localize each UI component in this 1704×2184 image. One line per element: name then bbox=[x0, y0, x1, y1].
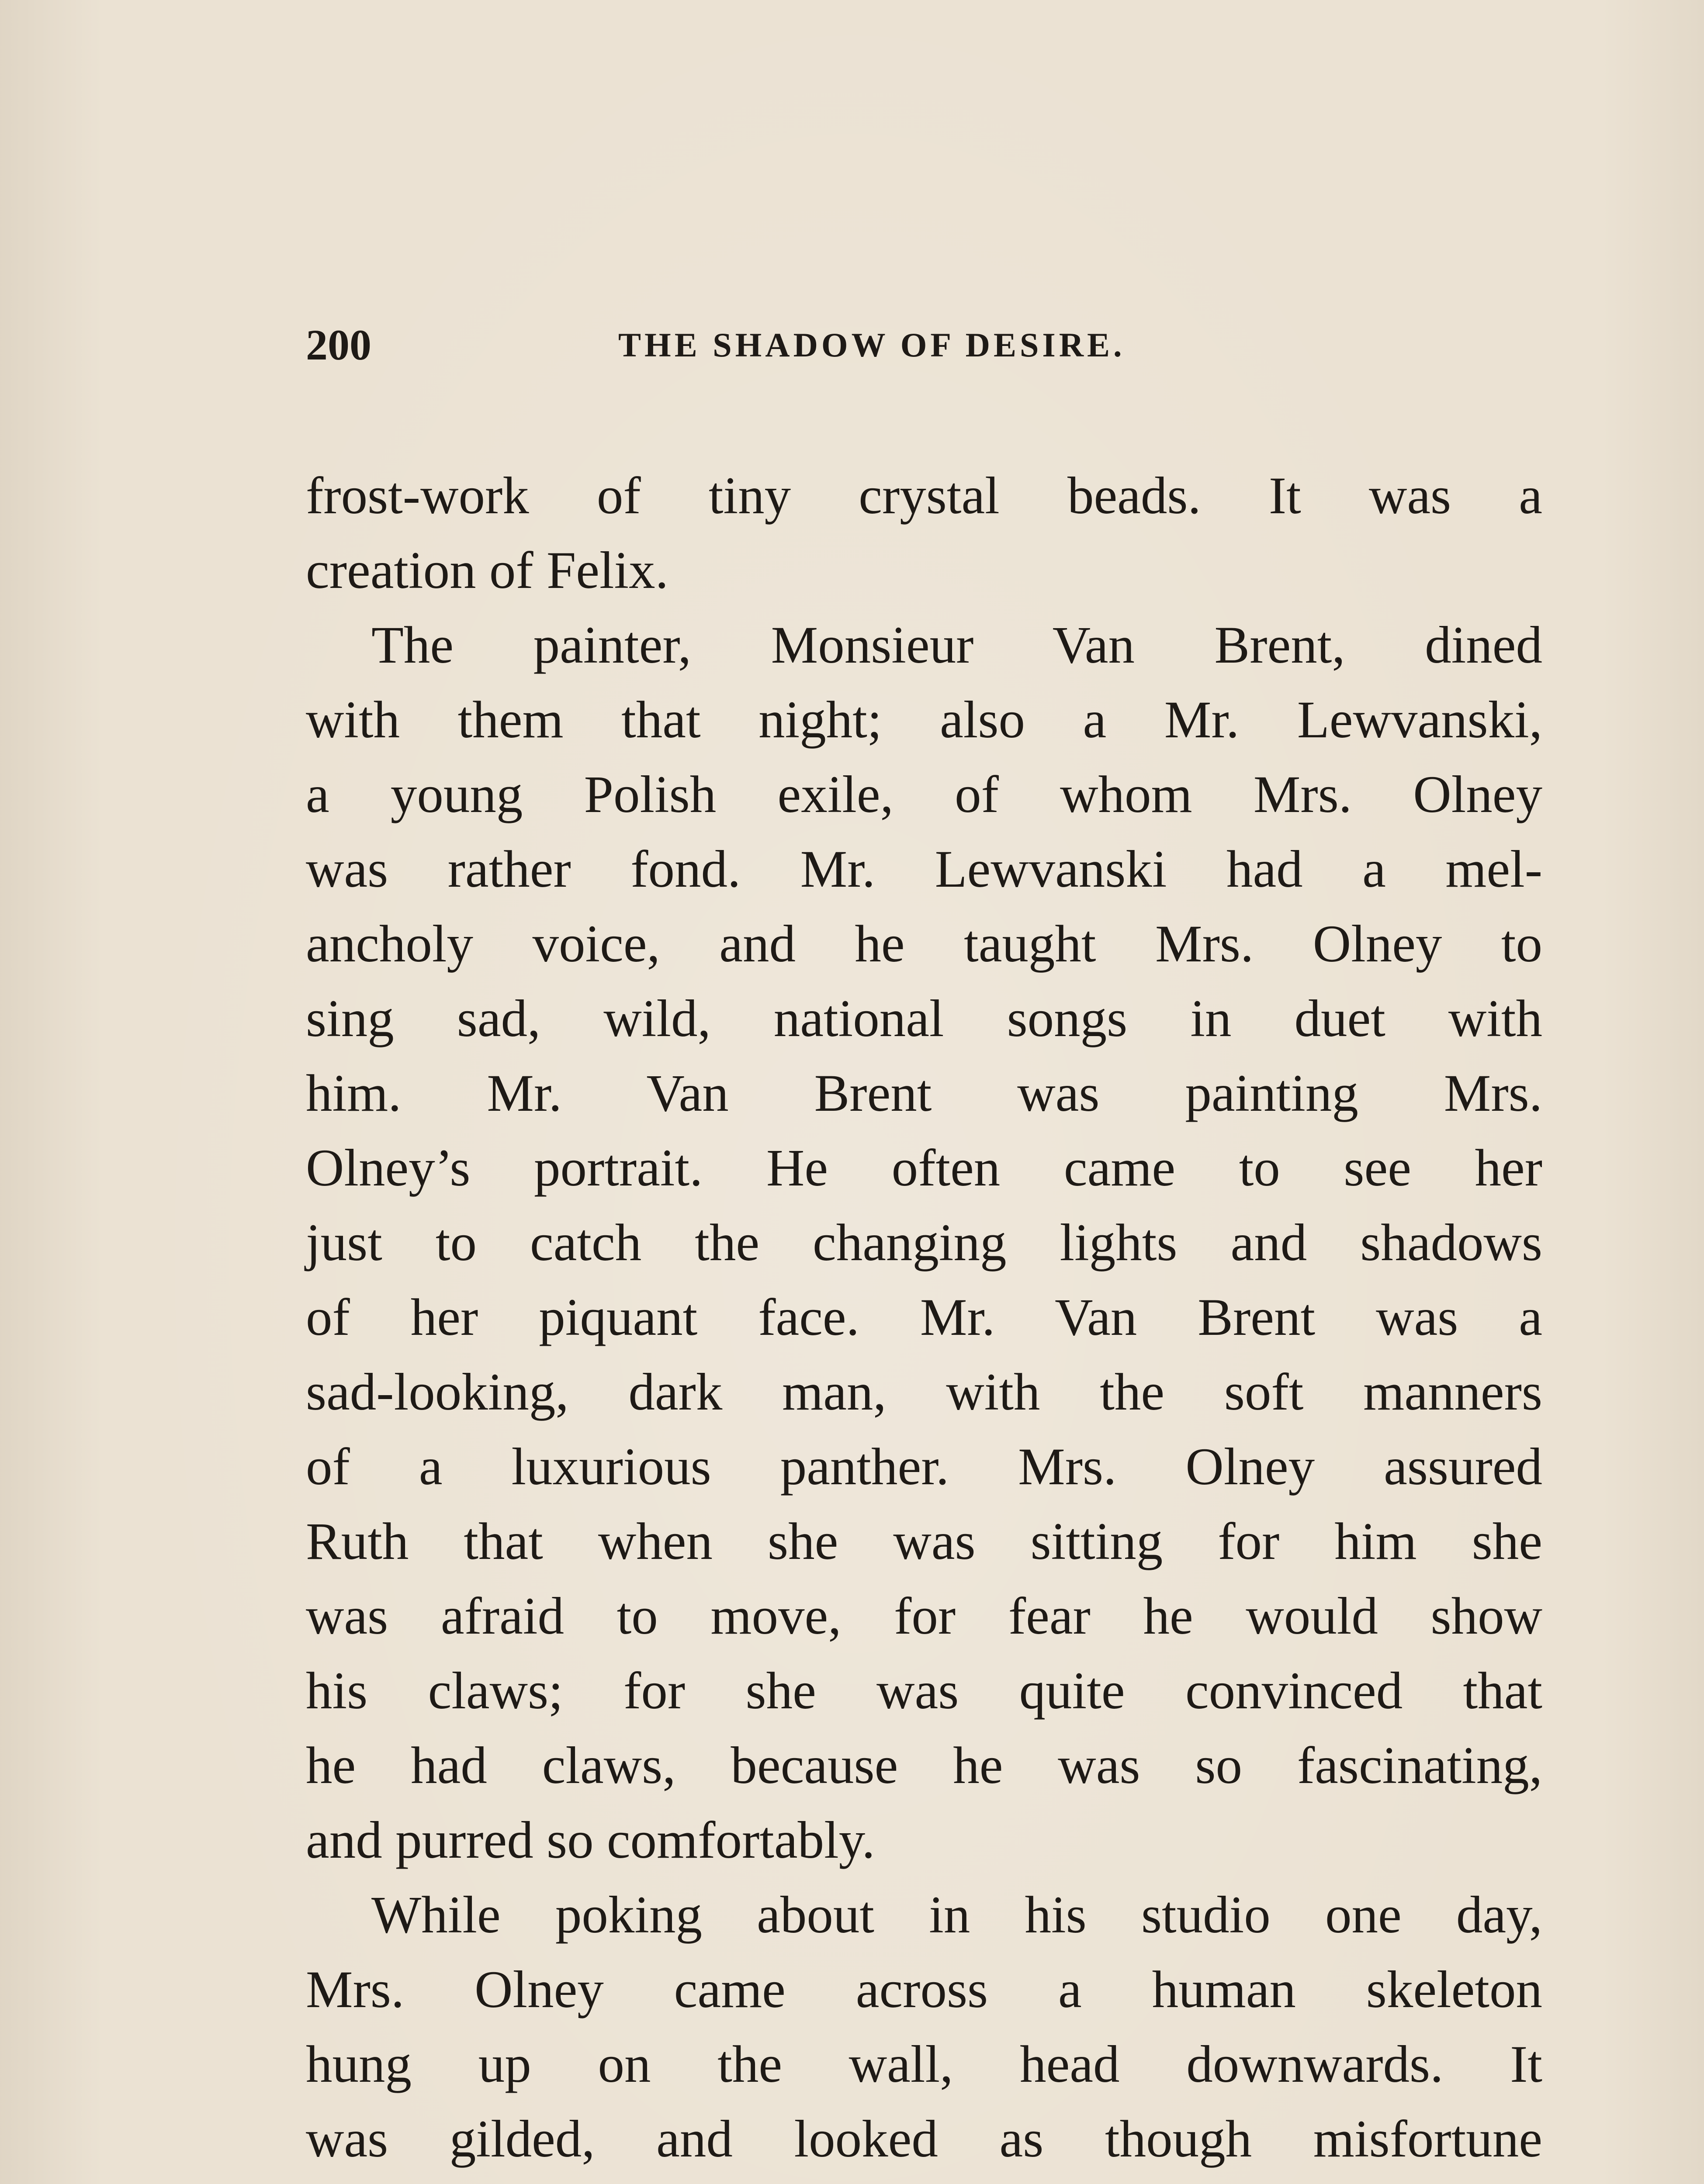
text-line: sad-looking, dark man, with the soft manners bbox=[306, 1363, 1542, 1421]
text-line: The painter, Monsieur Van Brent, dined bbox=[371, 616, 1542, 674]
running-head bbox=[306, 314, 1542, 376]
page-number: 200 bbox=[306, 321, 371, 369]
text-line: was gilded, and looked as though misfortune bbox=[306, 2110, 1542, 2168]
text-line: frost-work of tiny crystal beads. It was a bbox=[306, 467, 1542, 525]
text-line bbox=[306, 2177, 1542, 2184]
text-line: was rather fond. Mr. Lewvanski had a mel- bbox=[306, 840, 1542, 898]
text-line: sing sad, wild, national songs in duet with bbox=[306, 989, 1542, 1048]
text-line: with them that night; also a Mr. Lewvanski, bbox=[306, 691, 1542, 749]
text-line: just to catch the changing lights and shadows bbox=[306, 1213, 1542, 1272]
text-line: was afraid to move, for fear he would show bbox=[306, 1587, 1542, 1645]
paragraph bbox=[306, 608, 1542, 1878]
text-line: Ruth that when she was sitting for him she bbox=[306, 1512, 1542, 1571]
paragraph bbox=[306, 459, 1542, 608]
text-line: him. Mr. Van Brent was painting Mrs. bbox=[306, 1064, 1542, 1123]
running-title: THE SHADOW OF DESIRE. bbox=[618, 326, 1126, 364]
body-text bbox=[306, 459, 1542, 2184]
text-line: and purred so comfortably. bbox=[306, 1811, 875, 1870]
text-line: Olney’s portrait. He often came to see her bbox=[306, 1139, 1542, 1197]
text-line: of a luxurious panther. Mrs. Olney assured bbox=[306, 1438, 1542, 1496]
text-line: a young Polish exile, of whom Mrs. Olney bbox=[306, 765, 1542, 824]
text-line: he had claws, because he was so fascinating, bbox=[306, 1736, 1542, 1795]
text-line: Mrs. Olney came across a human skeleton bbox=[306, 1960, 1542, 2019]
text-line: ancholy voice, and he taught Mrs. Olney to bbox=[306, 915, 1542, 973]
text-line: hung up on the wall, head downwards. It bbox=[306, 2035, 1542, 2094]
text-line: creation of Felix. bbox=[306, 541, 668, 600]
text-line: While poking about in his studio one day, bbox=[371, 1886, 1542, 1944]
text-line: his claws; for she was quite convinced that bbox=[306, 1662, 1542, 1720]
text-line: of her piquant face. Mr. Van Brent was a bbox=[306, 1288, 1542, 1347]
paragraph bbox=[306, 1878, 1542, 2184]
